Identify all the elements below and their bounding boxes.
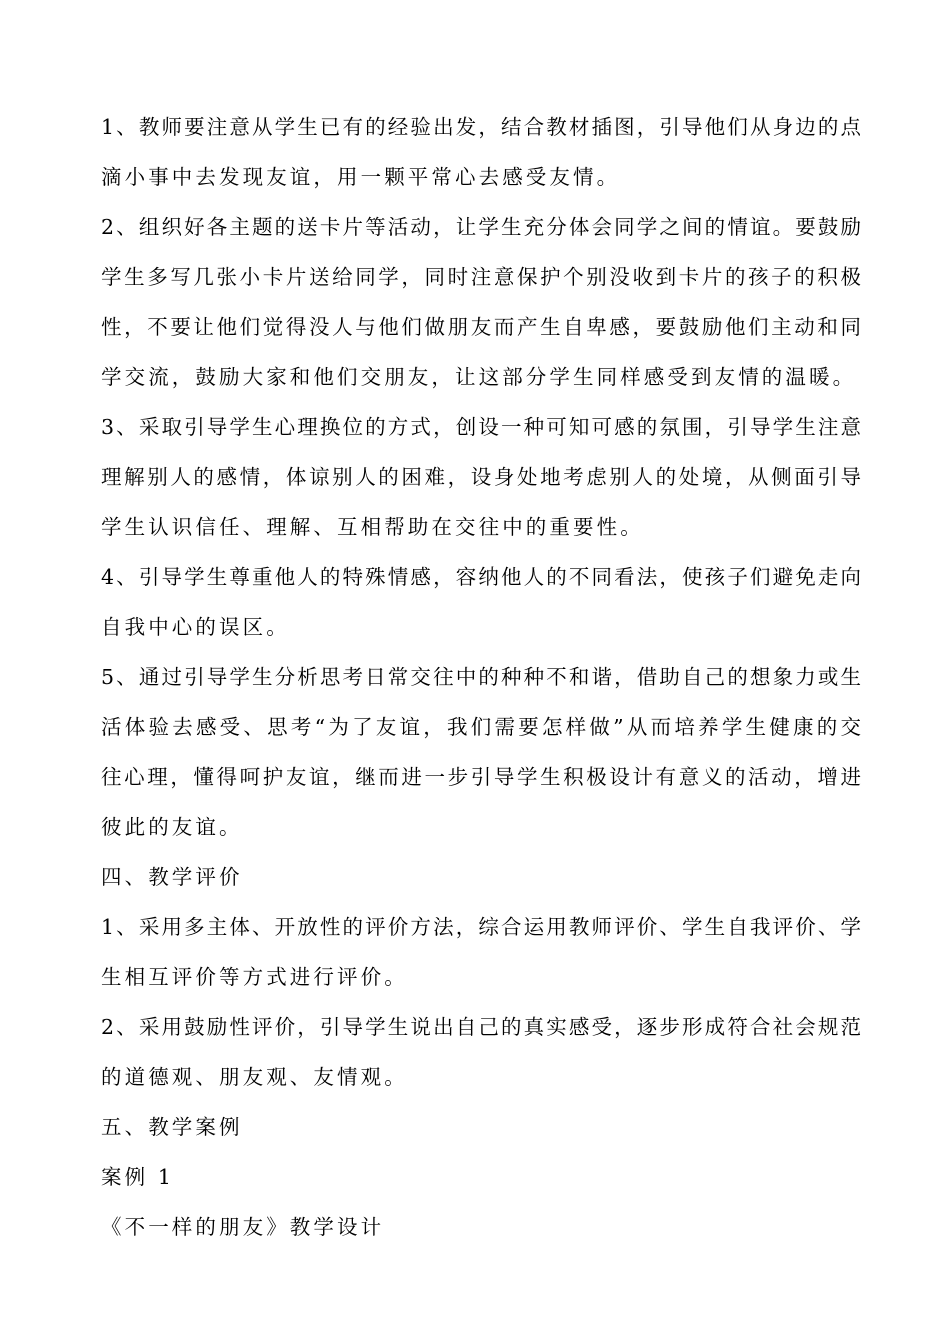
paragraph-5-line-1: 5、通过引导学生分析思考日常交往中的种种不和谐，借助自己的想象力或生: [101, 665, 861, 689]
evaluation-item-2-line-1: 2、采用鼓励性评价，引导学生说出自己的真实感受，逐步形成符合社会规范: [101, 1015, 861, 1039]
paragraph-2-line-3: 性，不要让他们觉得没人与他们做朋友而产生自卑感，要鼓励他们主动和同: [101, 315, 861, 339]
section-heading-cases: 五、教学案例: [101, 1115, 243, 1139]
case-title: 《不一样的朋友》教学设计: [101, 1215, 385, 1239]
paragraph-3-line-1: 3、采取引导学生心理换位的方式，创设一种可知可感的氛围，引导学生注意: [101, 415, 861, 439]
evaluation-item-1-line-1: 1、采用多主体、开放性的评价方法，综合运用教师评价、学生自我评价、学: [101, 915, 861, 939]
paragraph-4-line-1: 4、引导学生尊重他人的特殊情感，容纳他人的不同看法，使孩子们避免走向: [101, 565, 861, 589]
paragraph-2-line-2: 学生多写几张小卡片送给同学，同时注意保护个别没收到卡片的孩子的积极: [101, 265, 861, 289]
paragraph-5-line-4: 彼此的友谊。: [101, 815, 243, 839]
paragraph-1-line-1: 1、教师要注意从学生已有的经验出发，结合教材插图，引导他们从身边的点: [101, 115, 861, 139]
paragraph-2-line-1: 2、组织好各主题的送卡片等活动，让学生充分体会同学之间的情谊。要鼓励: [101, 215, 861, 239]
paragraph-5-line-2: 活体验去感受、思考“为了友谊，我们需要怎样做”从而培养学生健康的交: [101, 715, 861, 739]
paragraph-5-line-3: 往心理，懂得呵护友谊，继而进一步引导学生积极设计有意义的活动，增进: [101, 765, 861, 789]
case-label: 案例 1: [101, 1165, 174, 1189]
evaluation-item-1-line-2: 生相互评价等方式进行评价。: [101, 965, 408, 989]
paragraph-3-line-3: 学生认识信任、理解、互相帮助在交往中的重要性。: [101, 515, 644, 539]
section-heading-evaluation: 四、教学评价: [101, 865, 243, 889]
paragraph-3-line-2: 理解别人的感情，体谅别人的困难，设身处地考虑别人的处境，从侧面引导: [101, 465, 861, 489]
paragraph-4-line-2: 自我中心的误区。: [101, 615, 290, 639]
paragraph-2-line-4: 学交流，鼓励大家和他们交朋友，让这部分学生同样感受到友情的温暖。: [101, 365, 857, 389]
paragraph-1-line-2: 滴小事中去发现友谊，用一颗平常心去感受友情。: [101, 165, 621, 189]
evaluation-item-2-line-2: 的道德观、朋友观、友情观。: [101, 1065, 408, 1089]
